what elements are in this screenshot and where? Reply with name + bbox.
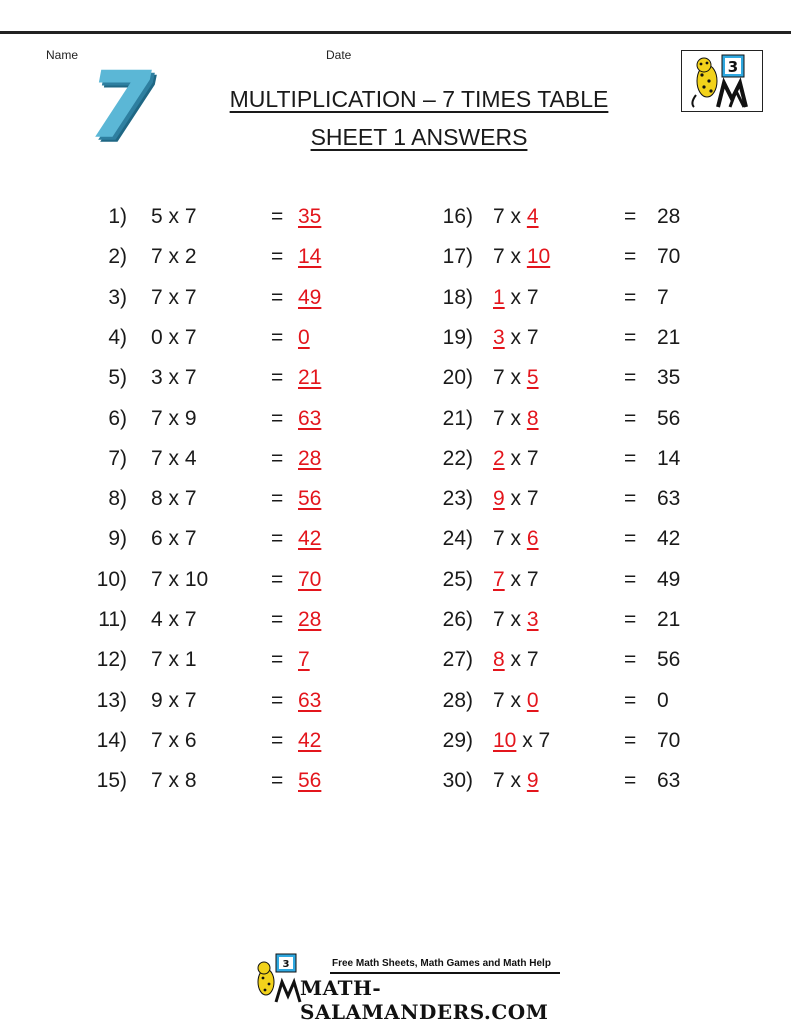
footer-salamander-icon <box>250 952 302 1004</box>
problem-row <box>0 600 791 640</box>
problem-row <box>0 237 791 277</box>
answer-value: 56 <box>298 487 322 511</box>
footer-badge-text: 3 <box>282 959 290 970</box>
equals-sign: = <box>624 728 637 752</box>
problem-row <box>0 681 791 721</box>
times-sign: x <box>504 769 527 793</box>
problem-number: 23) <box>442 487 473 511</box>
equals-sign: = <box>271 245 284 269</box>
factor-a: 7 <box>493 406 505 430</box>
footer-brand <box>250 952 570 1024</box>
factor-b: 7 <box>526 487 539 511</box>
equals-sign: = <box>624 608 637 631</box>
factor-a: 10 <box>493 728 517 752</box>
factor-b: 9 <box>526 769 539 793</box>
answer-value: 42 <box>298 728 322 752</box>
equals-sign: = <box>271 608 284 631</box>
answer-value: 70 <box>298 567 322 591</box>
equals-sign: = <box>271 285 284 309</box>
equals-sign: = <box>624 245 637 269</box>
times-sign: x <box>504 688 527 712</box>
problem-number: 15) <box>96 769 127 793</box>
equals-sign: = <box>271 728 284 752</box>
equals-sign: = <box>271 487 284 511</box>
big-seven-graphic: 7 <box>88 52 153 159</box>
answer-value: 63 <box>298 406 322 430</box>
problem-expression <box>493 721 550 761</box>
factor-b: 8 <box>526 406 539 430</box>
problem-expression <box>493 681 539 721</box>
problem-number: 29) <box>442 728 473 752</box>
result-value: 42 <box>657 527 681 551</box>
result-value: 63 <box>657 769 681 793</box>
factor-b: 7 <box>526 567 539 591</box>
factor-a: 9 <box>493 487 505 511</box>
result-value: 56 <box>657 648 681 672</box>
problem-number: 26) <box>442 608 473 631</box>
factor-b: 7 <box>526 325 539 349</box>
times-sign: x <box>504 487 527 511</box>
problem-number: 24) <box>442 527 473 551</box>
problem-number: 28) <box>442 688 473 712</box>
times-sign: x <box>504 406 527 430</box>
result-value: 0 <box>657 688 669 712</box>
problem-expression <box>493 479 539 519</box>
problem-expression: 7 x 10 <box>151 567 209 591</box>
problem-expression: 5 x 7 <box>151 205 197 228</box>
factor-a: 7 <box>493 769 505 793</box>
answer-value: 28 <box>298 608 322 631</box>
times-sign: x <box>504 325 527 349</box>
times-sign: x <box>504 446 527 470</box>
problem-expression: 7 x 1 <box>151 648 197 672</box>
equals-sign: = <box>624 325 637 349</box>
problem-row <box>0 358 791 398</box>
date-label: Date <box>326 48 352 62</box>
salamander-icon <box>682 51 762 111</box>
answer-value: 21 <box>298 366 322 390</box>
problem-number: 21) <box>442 406 473 430</box>
problem-row <box>0 197 791 237</box>
result-value: 56 <box>657 406 681 430</box>
problem-expression: 7 x 9 <box>151 406 197 430</box>
times-sign: x <box>504 648 527 672</box>
problem-expression: 7 x 2 <box>151 245 197 269</box>
worksheet-subtitle: SHEET 1 ANSWERS <box>310 124 528 150</box>
problem-number: 5) <box>108 366 127 390</box>
times-sign: x <box>504 245 527 269</box>
problem-number: 16) <box>442 205 473 228</box>
answer-value: 63 <box>298 688 322 712</box>
factor-b: 10 <box>526 245 551 269</box>
problem-number: 27) <box>442 648 473 672</box>
answer-value: 28 <box>298 446 322 470</box>
times-sign: x <box>504 366 527 390</box>
problem-number: 11) <box>98 608 127 631</box>
equals-sign: = <box>271 769 284 793</box>
equals-sign: = <box>624 769 637 793</box>
problem-expression <box>493 640 539 680</box>
equals-sign: = <box>271 648 284 672</box>
problem-row <box>0 761 791 801</box>
factor-b: 6 <box>526 527 539 551</box>
equals-sign: = <box>624 567 637 591</box>
problem-expression <box>493 560 539 600</box>
problem-expression <box>493 519 539 559</box>
factor-b: 4 <box>526 205 539 228</box>
problem-number: 10) <box>96 567 127 591</box>
factor-b: 3 <box>526 608 539 631</box>
problem-number: 14) <box>96 728 127 752</box>
problem-number: 22) <box>442 446 473 470</box>
problem-row <box>0 519 791 559</box>
times-sign: x <box>504 285 527 309</box>
problem-number: 8) <box>108 487 127 511</box>
problem-number: 2) <box>108 245 127 269</box>
problem-row <box>0 278 791 318</box>
problem-expression: 7 x 7 <box>151 285 197 309</box>
factor-b: 0 <box>526 688 539 712</box>
problem-expression: 6 x 7 <box>151 527 197 551</box>
result-value: 70 <box>657 245 681 269</box>
result-value: 21 <box>657 608 681 631</box>
equals-sign: = <box>624 285 637 309</box>
result-value: 35 <box>657 366 681 390</box>
result-value: 70 <box>657 728 681 752</box>
logo-badge-text: 3 <box>727 58 739 76</box>
factor-a: 7 <box>493 245 505 269</box>
problem-expression: 3 x 7 <box>151 366 197 390</box>
problem-expression: 7 x 4 <box>151 446 197 470</box>
factor-a: 7 <box>493 366 505 390</box>
times-sign: x <box>516 728 539 752</box>
times-sign: x <box>504 567 527 591</box>
answer-value: 14 <box>298 245 322 269</box>
equals-sign: = <box>271 366 284 390</box>
problem-expression: 9 x 7 <box>151 688 197 712</box>
problem-number: 12) <box>96 648 127 672</box>
problem-expression: 8 x 7 <box>151 487 197 511</box>
equals-sign: = <box>271 567 284 591</box>
answer-value: 49 <box>298 285 322 309</box>
problem-row <box>0 640 791 680</box>
equals-sign: = <box>624 446 637 470</box>
problem-row <box>0 318 791 358</box>
problem-expression: 7 x 8 <box>151 769 197 793</box>
equals-sign: = <box>624 527 637 551</box>
problem-number: 30) <box>442 769 473 793</box>
problem-row <box>0 560 791 600</box>
equals-sign: = <box>271 406 284 430</box>
factor-a: 1 <box>493 285 505 309</box>
problem-expression <box>493 197 539 237</box>
factor-a: 7 <box>493 527 505 551</box>
answer-value: 35 <box>298 205 322 228</box>
result-value: 63 <box>657 487 681 511</box>
result-value: 14 <box>657 446 681 470</box>
problem-number: 4) <box>108 325 127 349</box>
factor-b: 7 <box>526 648 539 672</box>
problem-expression <box>493 278 539 318</box>
factor-b: 7 <box>526 446 539 470</box>
equals-sign: = <box>624 648 637 672</box>
equals-sign: = <box>271 688 284 712</box>
result-value: 7 <box>657 285 669 309</box>
footer-site-link[interactable]: MATH-SALAMANDERS.COM <box>300 976 549 1024</box>
result-value: 49 <box>657 567 681 591</box>
problem-expression <box>493 439 539 479</box>
top-rule <box>0 31 791 34</box>
problem-number: 1) <box>108 205 127 228</box>
factor-b: 7 <box>526 285 539 309</box>
problem-expression: 0 x 7 <box>151 325 197 349</box>
equals-sign: = <box>624 205 637 228</box>
problem-number: 18) <box>442 285 473 309</box>
problem-number: 7) <box>108 446 127 470</box>
salamander-logo <box>681 50 763 112</box>
equals-sign: = <box>624 487 637 511</box>
problem-expression <box>493 318 539 358</box>
problem-expression <box>493 399 539 439</box>
equals-sign: = <box>271 205 284 228</box>
problem-number: 20) <box>442 366 473 390</box>
factor-b: 7 <box>538 728 551 752</box>
equals-sign: = <box>271 325 284 349</box>
factor-a: 7 <box>493 608 505 631</box>
problem-expression <box>493 600 539 640</box>
answer-value: 7 <box>298 648 310 672</box>
problem-number: 3) <box>108 285 127 309</box>
answer-value: 42 <box>298 527 322 551</box>
equals-sign: = <box>271 527 284 551</box>
equals-sign: = <box>271 446 284 470</box>
problem-number: 13) <box>96 688 127 712</box>
answer-value: 56 <box>298 769 322 793</box>
equals-sign: = <box>624 366 637 390</box>
problem-number: 6) <box>108 406 127 430</box>
problem-row <box>0 439 791 479</box>
problem-number: 19) <box>442 325 473 349</box>
problem-row <box>0 721 791 761</box>
problem-number: 9) <box>108 527 127 551</box>
factor-a: 7 <box>493 567 505 591</box>
equals-sign: = <box>624 688 637 712</box>
answer-value: 0 <box>298 325 310 349</box>
problem-expression: 7 x 6 <box>151 728 197 752</box>
problem-number: 17) <box>442 245 473 269</box>
problem-expression <box>493 237 550 277</box>
factor-a: 8 <box>493 648 505 672</box>
problem-expression <box>493 358 539 398</box>
problem-expression <box>493 761 539 801</box>
times-sign: x <box>504 527 527 551</box>
worksheet-title: MULTIPLICATION – 7 TIMES TABLE <box>229 86 609 112</box>
factor-a: 2 <box>493 446 505 470</box>
problem-row <box>0 399 791 439</box>
times-sign: x <box>504 205 527 228</box>
problem-number: 25) <box>442 567 473 591</box>
footer-tagline: Free Math Sheets, Math Games and Math Help <box>332 958 551 969</box>
factor-a: 7 <box>493 205 505 228</box>
name-label: Name <box>46 48 79 62</box>
result-value: 28 <box>657 205 681 228</box>
factor-a: 3 <box>493 325 505 349</box>
problem-expression: 4 x 7 <box>151 608 197 631</box>
result-value: 21 <box>657 325 681 349</box>
problem-row <box>0 479 791 519</box>
factor-b: 5 <box>526 366 539 390</box>
footer-rule <box>330 972 560 974</box>
equals-sign: = <box>624 406 637 430</box>
factor-a: 7 <box>493 688 505 712</box>
times-sign: x <box>504 608 527 631</box>
